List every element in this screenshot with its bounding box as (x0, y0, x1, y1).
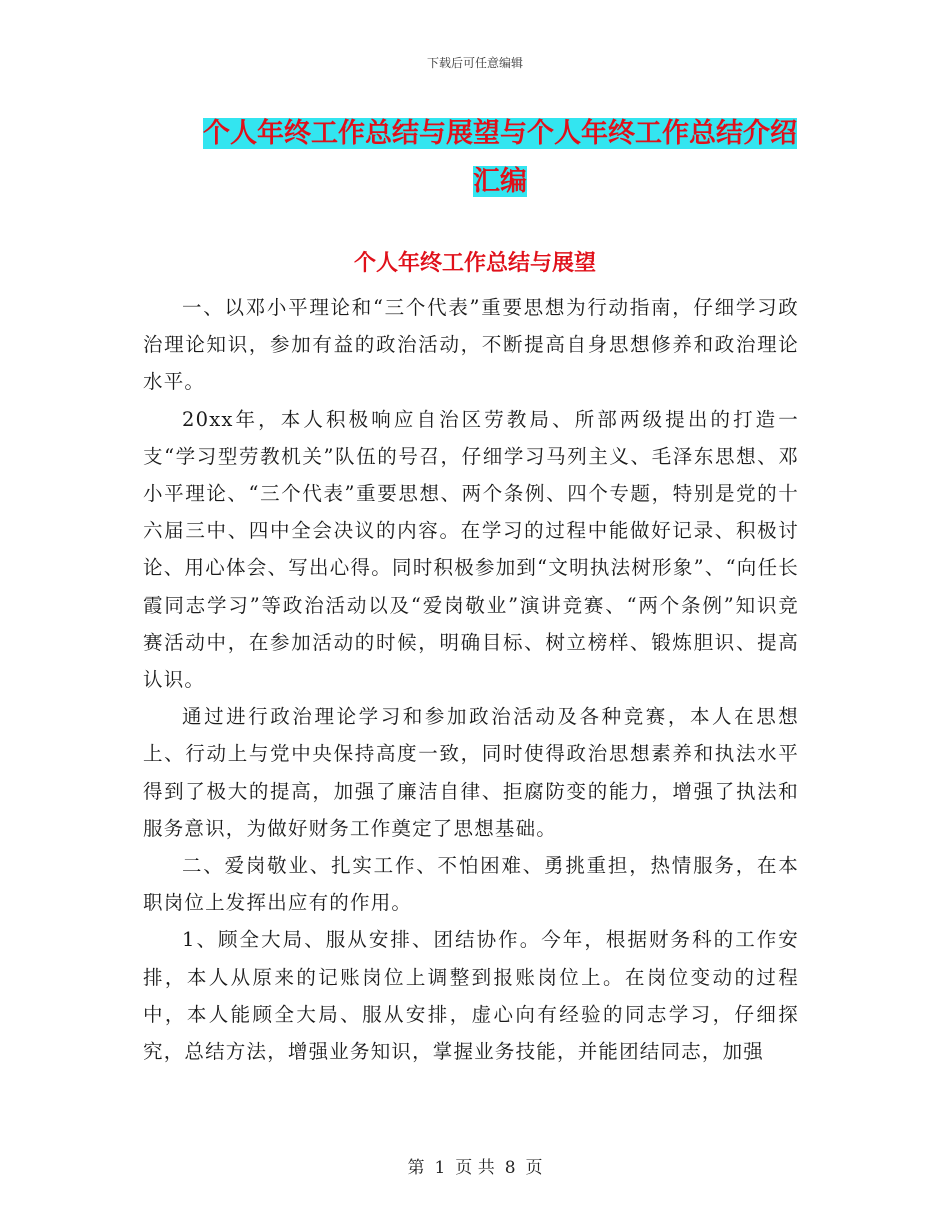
body-paragraph: 通过进行政治理论学习和参加政治活动及各种竞赛，本人在思想上、行动上与党中央保持高度一致，同时使得政治思想素养和执法水平得到了极大的提高，加强了廉洁自律、拒腐防变的能力，增强了执法和服务意识，为做好财务工作奠定了思想基础。 (143, 705, 799, 840)
page-number: 1 (434, 1158, 446, 1178)
section-title: 个人年终工作总结与展望 (353, 251, 596, 276)
page-footer (0, 1153, 950, 1178)
total-pages: 8 (504, 1158, 516, 1178)
document-body (143, 289, 799, 1070)
body-paragraph: 一、以邓小平理论和“三个代表”重要思想为行动指南，仔细学习政治理论知识，参加有益的政治活动，不断提高自身思想修养和政治理论水平。 (143, 296, 799, 394)
document-title (190, 110, 810, 206)
body-paragraph: 1、顾全大局、服从安排、团结协作。今年，根据财务科的工作安排，本人从原来的记账岗位上调整到报账岗位上。在岗位变动的过程中，本人能顾全大局、服从安排，虚心向有经验的同志学习，仔细探究，总结方法，增强业务知识，掌握业务技能，并能团结同志，加强 (143, 928, 799, 1064)
page-label-mid: 页 共 (455, 1158, 495, 1178)
header-note: 下载后可任意编辑 (426, 56, 523, 70)
page-label-prefix: 第 (407, 1158, 425, 1178)
document-title-text: 个人年终工作总结与展望与个人年终工作总结介绍汇编 (203, 118, 797, 197)
page-label-suffix: 页 (525, 1158, 543, 1178)
body-paragraph: 二、爱岗敬业、扎实工作、不怕困难、勇挑重担，热情服务，在本职岗位上发挥出应有的作用。 (143, 854, 799, 915)
body-paragraph: 20xx年，本人积极响应自治区劳教局、所部两级提出的打造一支“学习型劳教机关”队伍的号召，仔细学习马列主义、毛泽东思想、邓小平理论、“三个代表”重要思想、两个条例、四个专题，特别是党的十六届三中、四中全会决议的内容。在学习的过程中能做好记录、积极讨论、用心体会、写出心得。同时积极参加到“文明执法树形象”、“向任长霞同志学习”等政治活动以及“爱岗敬业”演讲竞赛、“两个条例”知识竞赛活动中，在参加活动的时候，明确目标、树立榜样、锻炼胆识、提高认识。 (143, 407, 799, 692)
